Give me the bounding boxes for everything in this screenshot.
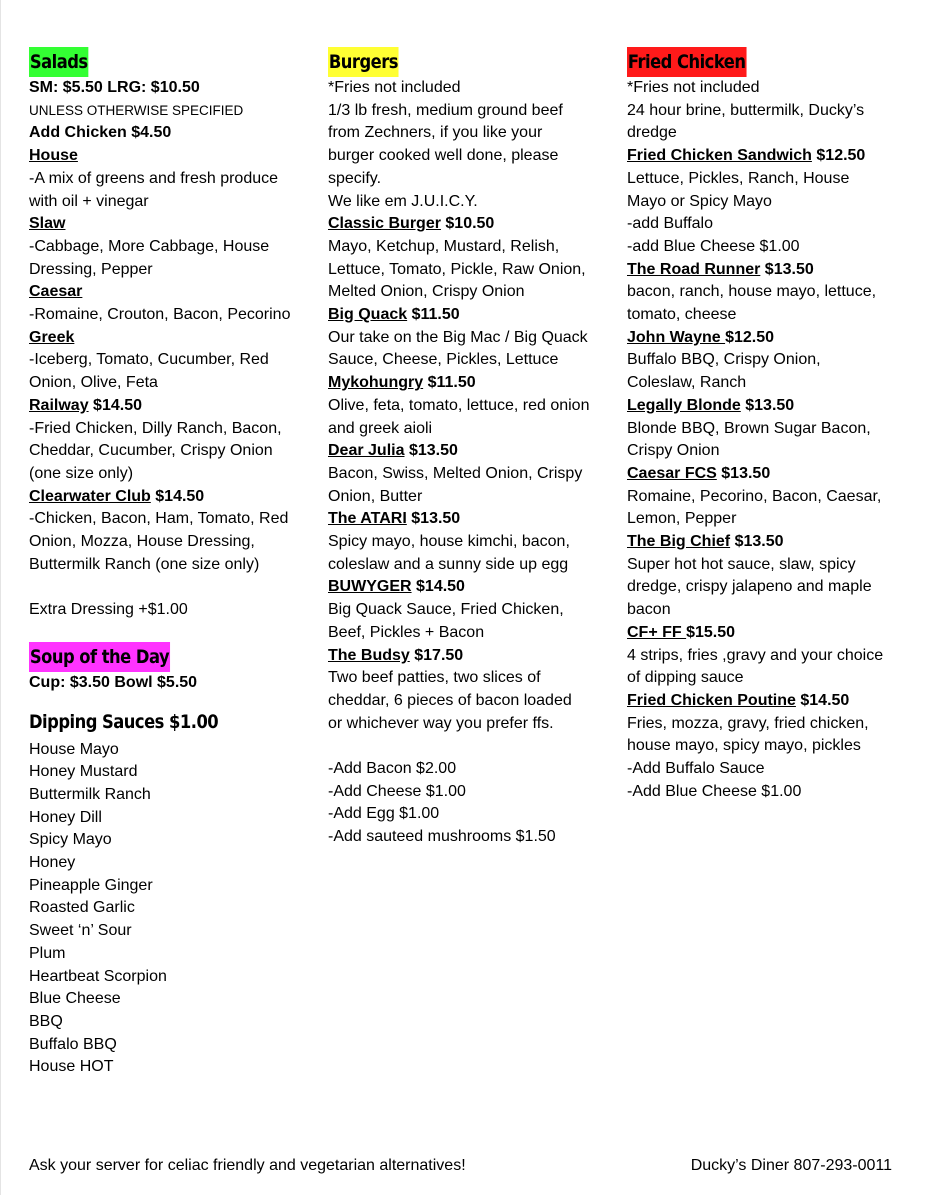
item-price: $15.50 <box>686 623 736 641</box>
burger-mykohungry <box>328 372 613 395</box>
sauces-heading: Dipping Sauces $1.00 <box>29 710 219 733</box>
item-desc: Coleslaw, Ranch <box>627 374 747 392</box>
item-desc: Lettuce, Tomato, Pickle, Raw Onion, <box>328 260 586 278</box>
item-price: $13.50 <box>764 260 814 278</box>
item-desc: Buffalo BBQ, Crispy Onion, <box>627 351 821 369</box>
salad-railway <box>29 395 314 418</box>
item-desc: Sauce, Cheese, Pickles, Lettuce <box>328 351 559 369</box>
item-desc: Olive, feta, tomato, lettuce, red onion <box>328 396 590 414</box>
item-desc: house mayo, spicy mayo, pickles <box>627 737 861 755</box>
chicken-poutine <box>627 690 912 713</box>
item-desc: Dressing, Pepper <box>29 260 153 278</box>
sauce-item: BBQ <box>29 1013 63 1030</box>
item-name: Fried Chicken Sandwich <box>627 147 812 165</box>
item-name: CF+ FF <box>627 623 687 641</box>
item-name: Dear Julia <box>328 442 405 460</box>
salad-greek <box>29 327 314 350</box>
add-on: -Add Egg $1.00 <box>328 805 440 823</box>
sauce-list <box>29 739 314 1080</box>
item-desc: bacon, ranch, house mayo, lettuce, <box>627 283 877 301</box>
item-name: House <box>29 147 78 165</box>
item-name: Fried Chicken Poutine <box>627 691 796 709</box>
item-desc: tomato, cheese <box>627 306 737 324</box>
item-price: $13.50 <box>408 442 458 460</box>
item-name: John Wayne <box>627 328 726 346</box>
burger-dear-julia <box>328 440 613 463</box>
salads-note: UNLESS OTHERWISE SPECIFIED <box>29 102 244 118</box>
burger-budsy <box>328 645 613 668</box>
soup-heading: Soup of the Day <box>29 642 170 672</box>
chicken-intro: 24 hour brine, buttermilk, Ducky’s <box>627 101 865 119</box>
item-desc: Onion, Butter <box>328 487 423 505</box>
item-name: Caesar FCS <box>627 464 717 482</box>
item-desc: Two beef patties, two slices of <box>328 669 541 687</box>
burger-atari <box>328 508 613 531</box>
item-desc: Mayo, Ketchup, Mustard, Relish, <box>328 237 560 255</box>
item-price: $11.50 <box>427 374 476 392</box>
fries-note: *Fries not included <box>627 79 760 96</box>
item-desc: Blonde BBQ, Brown Sugar Bacon, <box>627 419 871 437</box>
item-desc: Big Quack Sauce, Fried Chicken, <box>328 601 564 619</box>
burger-buwyger <box>328 576 613 599</box>
item-desc: Mayo or Spicy Mayo <box>627 192 772 210</box>
chicken-intro: dredge <box>627 124 677 142</box>
item-price: $14.50 <box>800 691 850 709</box>
item-name: The Road Runner <box>627 260 761 278</box>
sauce-item: Honey <box>29 854 76 872</box>
footer-note: Ask your server for celiac friendly and vegetarian alternatives! <box>29 1157 466 1174</box>
item-desc: 4 strips, fries ,gravy and your choice <box>627 646 884 664</box>
item-desc: or whichever way you prefer ffs. <box>328 714 554 732</box>
burgers-intro: from Zechners, if you like your <box>328 124 543 142</box>
item-price: $13.50 <box>745 396 795 414</box>
item-price: $12.50 <box>816 147 866 165</box>
item-desc: Lemon, Pepper <box>627 510 737 528</box>
chicken-big-chief <box>627 531 912 554</box>
item-price: $10.50 <box>445 215 495 233</box>
item-desc: -Add Buffalo Sauce <box>627 760 765 778</box>
sauce-item: House HOT <box>29 1058 114 1076</box>
salad-house <box>29 145 314 168</box>
item-desc: of dipping sauce <box>627 669 744 687</box>
item-desc: (one size only) <box>29 464 134 482</box>
item-desc: Onion, Mozza, House Dressing, <box>29 533 255 551</box>
sauce-item: Honey Dill <box>29 808 102 826</box>
item-name: Slaw <box>29 215 66 233</box>
add-on: -Add sauteed mushrooms $1.50 <box>328 828 556 846</box>
sauce-item: Spicy Mayo <box>29 831 112 849</box>
item-desc: Fries, mozza, gravy, fried chicken, <box>627 714 869 732</box>
sauce-item: Honey Mustard <box>29 763 138 781</box>
item-price: $11.50 <box>411 306 460 324</box>
column-salads <box>29 47 314 1079</box>
item-desc: with oil + vinegar <box>29 192 149 210</box>
item-desc: Buttermilk Ranch (one size only) <box>29 555 260 573</box>
sauce-item: Plum <box>29 944 66 962</box>
item-desc: and greek aioli <box>328 419 433 437</box>
soup-prices: Cup: $3.50 Bowl $5.50 <box>29 673 198 691</box>
item-desc: Romaine, Pecorino, Bacon, Caesar, <box>627 487 882 505</box>
item-price: $14.50 <box>155 487 205 505</box>
item-desc: dredge, crispy jalapeno and maple <box>627 578 872 596</box>
sauce-item: Roasted Garlic <box>29 899 135 917</box>
item-desc: -Add Blue Cheese $1.00 <box>627 782 802 800</box>
salads-size-prices: SM: $5.50 LRG: $10.50 <box>29 79 200 96</box>
sauce-item: Buttermilk Ranch <box>29 785 151 803</box>
column-fried-chicken <box>627 47 912 804</box>
chicken-legally-blonde <box>627 395 912 418</box>
item-desc: Spicy mayo, house kimchi, bacon, <box>328 533 570 551</box>
item-price: $12.50 <box>725 328 775 346</box>
item-desc: Lettuce, Pickles, Ranch, House <box>627 169 850 187</box>
item-desc: Super hot hot sauce, slaw, spicy <box>627 555 856 573</box>
item-name: Clearwater Club <box>29 487 151 505</box>
chicken-caesar-fcs <box>627 463 912 486</box>
extra-dressing: Extra Dressing +$1.00 <box>29 601 188 619</box>
item-desc: Our take on the Big Mac / Big Quack <box>328 328 588 346</box>
chicken-sandwich <box>627 145 912 168</box>
fries-note: *Fries not included <box>328 79 461 96</box>
item-price: $14.50 <box>416 578 465 596</box>
footer-contact: Ducky’s Diner 807-293-0011 <box>690 1157 892 1174</box>
item-desc: Onion, Olive, Feta <box>29 374 158 392</box>
salads-heading: Salads <box>29 47 88 77</box>
salad-slaw <box>29 213 314 236</box>
salad-caesar <box>29 281 314 304</box>
sauce-item: Pineapple Ginger <box>29 876 153 894</box>
burgers-intro: specify. <box>328 169 382 187</box>
item-desc: -Cabbage, More Cabbage, House <box>29 237 270 255</box>
sauce-item: Sweet ‘n’ Sour <box>29 922 132 940</box>
item-name: Classic Burger <box>328 215 441 233</box>
burgers-intro: 1/3 lb fresh, medium ground beef <box>328 101 563 119</box>
item-desc: -Chicken, Bacon, Ham, Tomato, Red <box>29 510 289 528</box>
item-price: $13.50 <box>734 533 784 551</box>
item-desc: -Fried Chicken, Dilly Ranch, Bacon, <box>29 419 282 437</box>
item-price: $17.50 <box>414 646 464 664</box>
item-name: Legally Blonde <box>627 396 741 414</box>
item-name: BUWYGER <box>328 578 412 596</box>
sauce-item: Blue Cheese <box>29 990 121 1008</box>
burger-classic <box>328 213 613 236</box>
column-burgers <box>328 47 613 849</box>
salad-clearwater <box>29 486 314 509</box>
chicken-cf-ff <box>627 622 912 645</box>
item-desc: cheddar, 6 pieces of bacon loaded <box>328 691 572 709</box>
sauce-item: Buffalo BBQ <box>29 1035 117 1053</box>
item-desc: Beef, Pickles + Bacon <box>328 623 485 641</box>
sauce-item: Heartbeat Scorpion <box>29 967 167 985</box>
item-desc: Melted Onion, Crispy Onion <box>328 283 525 301</box>
item-price: $14.50 <box>93 396 142 414</box>
item-desc: Bacon, Swiss, Melted Onion, Crispy <box>328 464 583 482</box>
item-desc: coleslaw and a sunny side up egg <box>328 555 569 573</box>
add-on: -Add Cheese $1.00 <box>328 782 466 800</box>
add-on: -Add Bacon $2.00 <box>328 760 457 778</box>
item-price: $13.50 <box>721 464 771 482</box>
item-desc: -A mix of greens and fresh produce <box>29 169 279 187</box>
item-desc: -add Blue Cheese $1.00 <box>627 237 800 255</box>
item-price: $13.50 <box>411 510 461 528</box>
item-name: Big Quack <box>328 306 408 324</box>
item-desc: Cheddar, Cucumber, Crispy Onion <box>29 442 273 460</box>
item-name: The Budsy <box>328 646 410 664</box>
chicken-john-wayne <box>627 327 912 350</box>
chicken-heading: Fried Chicken <box>627 47 746 77</box>
item-desc: bacon <box>627 601 671 619</box>
burger-big-quack <box>328 304 613 327</box>
item-name: Railway <box>29 396 89 414</box>
item-desc: Crispy Onion <box>627 442 720 460</box>
item-name: The Big Chief <box>627 533 731 551</box>
burgers-intro: We like em J.U.I.C.Y. <box>328 192 478 210</box>
item-name: Greek <box>29 328 75 346</box>
item-desc: -Romaine, Crouton, Bacon, Pecorino <box>29 306 291 324</box>
sauce-item: House Mayo <box>29 740 119 758</box>
burgers-intro: burger cooked well done, please <box>328 147 559 165</box>
item-desc: -Iceberg, Tomato, Cucumber, Red <box>29 351 269 369</box>
item-name: The ATARI <box>328 510 407 528</box>
salads-add-chicken: Add Chicken $4.50 <box>29 124 172 142</box>
chicken-road-runner <box>627 259 912 282</box>
item-name: Caesar <box>29 283 83 301</box>
item-name: Mykohungry <box>328 374 424 392</box>
burgers-heading: Burgers <box>328 47 399 77</box>
item-desc: -add Buffalo <box>627 215 713 233</box>
